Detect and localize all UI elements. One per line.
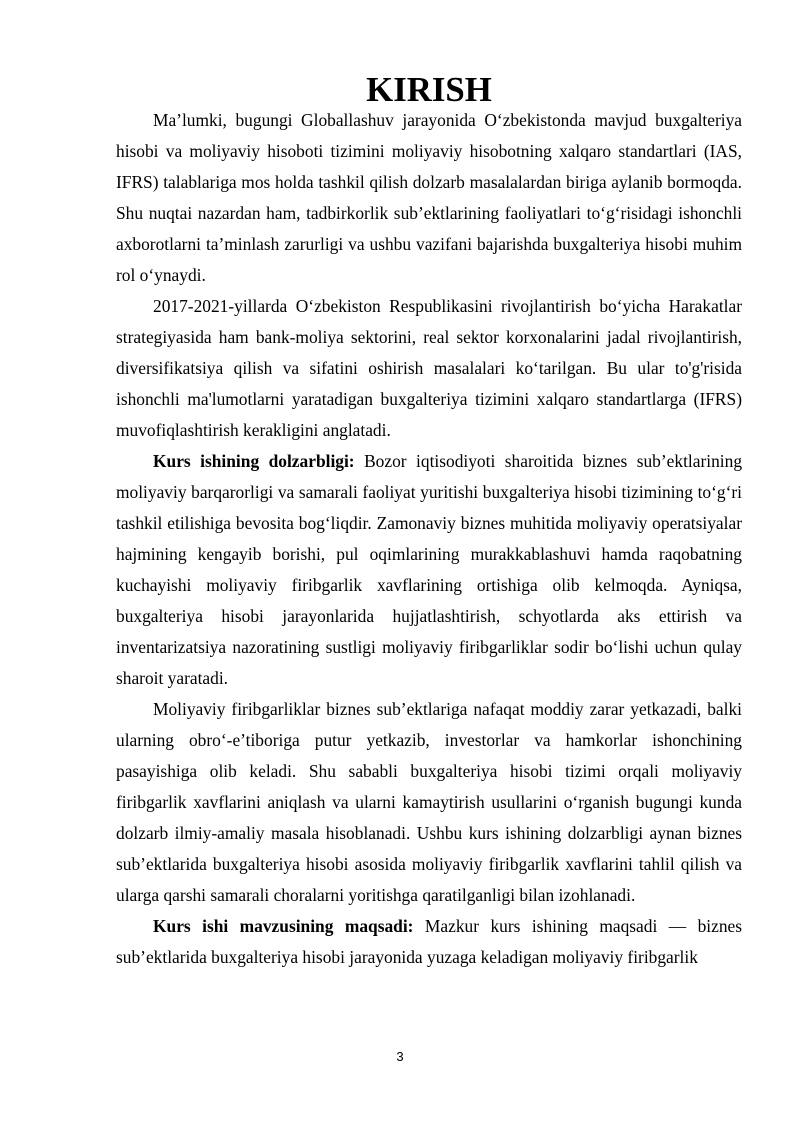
paragraph-strategy-text: 2017-2021-yillarda O‘zbekiston Respublikasini rivojlantirish bo‘yicha Harakatlar strategiyasida ham bank-moliya sektorini, real sektor korxonalarini jadal rivojlantirish, diversifikatsiya qilish va sifatini oshirish masalalari ko‘tarilgan. Bu ular to'g'risida ishonchli ma'lumotlarni yaratadigan buxgalteriya tizimini xalqaro standartlarga (IFRS) muvofiqlashtirish kerakligini anglatadi. xyxy=(116,296,742,440)
paragraph-intro xyxy=(116,105,742,291)
paragraph-goal xyxy=(116,911,742,973)
paragraph-goal-text: Mazkur kurs ishining maqsadi — biznes sub’ektlarida buxgalteriya hisobi jarayonida yuzaga keladigan moliyaviy firibgarlik xyxy=(116,916,743,967)
document-page xyxy=(116,70,743,973)
paragraph-fraud-impact-text: Moliyaviy firibgarliklar biznes sub’ektlariga nafaqat moddiy zarar yetkazadi, balki ularning obro‘-e’tiboriga putur yetkazib, investorlar va hamkorlar ishonchining pasayishiga olib keladi. Shu sababli buxgalteriya hisobi tizimi orqali moliyaviy firibgarlik xavflarini aniqlash va ularni kamaytirish usullarini o‘rganish bugungi kunda dolzarb ilmiy-amaliy masala hisoblanadi. Ushbu kurs ishining dolzarbligi aynan biznes sub’ektlarida buxgalteriya hisobi asosida moliyaviy firibgarlik xavflarini tahlil qilish va ularga qarshi samarali choralarni yoritishga qaratilganligi bilan izohlanadi. xyxy=(116,699,742,905)
paragraph-strategy xyxy=(116,291,742,446)
section-title: KIRISH xyxy=(366,70,492,109)
page-number: 3 xyxy=(396,1049,404,1064)
paragraph-goal-heading: Kurs ishi mavzusining maqsadi: xyxy=(153,916,414,936)
paragraph-relevance-heading: Kurs ishining dolzarbligi: xyxy=(153,451,355,471)
paragraph-relevance-text: Bozor iqtisodiyoti sharoitida biznes sub’ektlarining moliyaviy barqarorligi va samarali faoliyat yuritishi buxgalteriya hisobi tizimining to‘g‘ri tashkil etilishiga bevosita bog‘liqdir. Zamonaviy biznes muhitida moliyaviy operatsiyalar hajmining kengayib borishi, pul oqimlarining murakkablashuvi hamda raqobatning kuchayishi moliyaviy firibgarlik xavflarining ortishiga olib kelmoqda. Ayniqsa, buxgalteriya hisobi jarayonlarida hujjatlashtirish, schyotlarda aks ettirish va inventarizatsiya nazoratining sustligi moliyaviy firibgarliklar sodir bo‘lishi uchun qulay sharoit yaratadi. xyxy=(116,451,743,688)
paragraph-fraud-impact xyxy=(116,694,742,911)
paragraph-intro-text: Ma’lumki, bugungi Globallashuv jarayonida O‘zbekistonda mavjud buxgalteriya hisobi va moliyaviy hisoboti tizimini moliyaviy hisobotning xalqaro standartlari (IAS, IFRS) talablariga mos holda tashkil qilish dolzarb masalalardan biriga aylanib bormoqda. Shu nuqtai nazardan ham, tadbirkorlik sub’ektlarining faoliyatlari to‘g‘risidagi ishonchli axborotlarni ta’minlash zarurligi va ushbu vazifani bajarishda buxgalteriya hisobi muhim rol o‘ynaydi. xyxy=(116,110,742,285)
paragraph-relevance xyxy=(116,446,742,694)
